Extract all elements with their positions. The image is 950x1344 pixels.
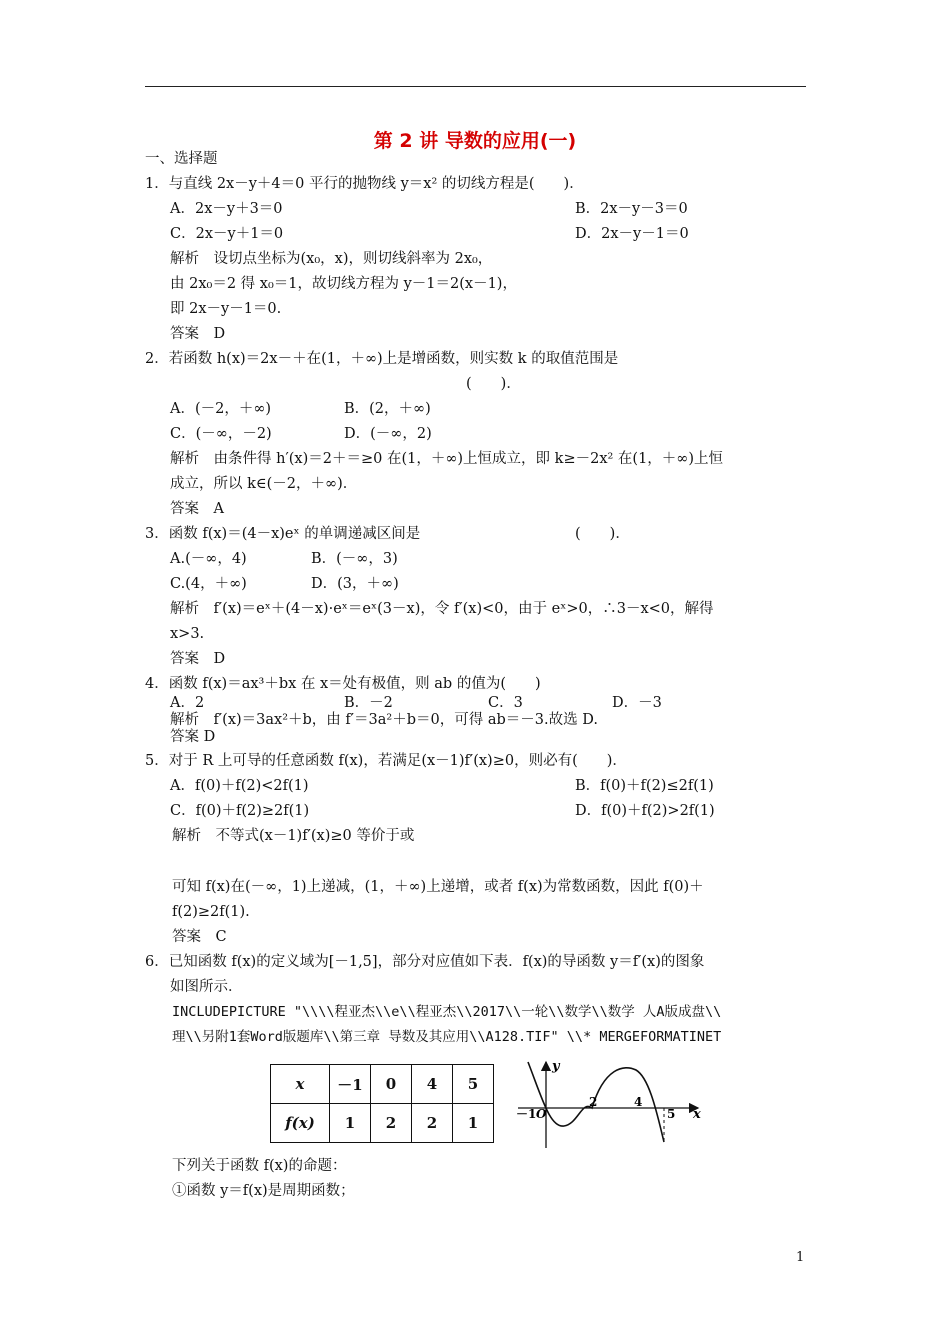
- table-cell: 1: [330, 1104, 371, 1143]
- q6-stem-2: 如图所示．: [170, 979, 243, 995]
- q1-option-c: C．2x－y＋1＝0: [170, 226, 284, 242]
- q3-stem: 3．函数 f(x)＝(4－x)eˣ 的单调递减区间是: [145, 526, 421, 542]
- q3-option-d: D．(3，＋∞): [311, 576, 399, 592]
- q4-option-d: D．－3: [612, 695, 662, 711]
- proposition-1: ①函数 y＝f(x)是周期函数；: [172, 1183, 355, 1199]
- q5-solution-1: 解析 不等式(x－1)f′(x)≥0 等价于或: [172, 828, 415, 844]
- tick-label: O: [536, 1107, 547, 1121]
- q3-bracket: ( )．: [575, 526, 630, 542]
- tick-label: －1: [516, 1107, 537, 1121]
- q1-solution-2: 由 2x₀＝2 得 x₀＝1，故切线方程为 y－1＝2(x－1)，: [170, 276, 517, 292]
- table-cell: －1: [330, 1065, 371, 1104]
- q4-stem: 4．函数 f(x)＝ax³＋bx 在 x＝处有极值，则 ab 的值为( ): [145, 676, 541, 692]
- q3-solution-2: x>3.: [170, 626, 205, 642]
- q3-solution-1: 解析 f′(x)＝eˣ＋(4－x)·eˣ＝eˣ(3－x)，令 f′(x)<0，由于 eˣ>0，∴3－x<0，解得: [170, 601, 714, 617]
- q5-solution-3: f(2)≥2f(1).: [172, 904, 250, 920]
- q3-answer: 答案 D: [170, 651, 226, 667]
- table-cell: 4: [412, 1065, 453, 1104]
- table-cell: 0: [371, 1065, 412, 1104]
- q5-option-d: D．f(0)＋f(2)>2f(1): [575, 803, 715, 819]
- value-table: [270, 1064, 494, 1143]
- q2-option-b: B．(2，＋∞): [344, 401, 431, 417]
- q5-stem: 5．对于 R 上可导的任意函数 f(x)，若满足(x－1)f′(x)≥0，则必有( )．: [145, 753, 627, 769]
- q5-solution-2: 可知 f(x)在(－∞，1)上递减，(1，＋∞)上递增，或者 f(x)为常数函数，因此 f(0)＋: [172, 879, 704, 895]
- q3-option-a: A.(－∞，4): [170, 551, 247, 567]
- q5-option-a: A．f(0)＋f(2)<2f(1): [170, 778, 309, 794]
- q2-solution-2: 成立，所以 k∈(－2，＋∞)．: [170, 476, 358, 492]
- header-rule: [145, 86, 806, 87]
- propositions-intro: 下列关于函数 f(x)的命题：: [172, 1158, 347, 1174]
- q1-solution-3: 即 2x－y－1＝0.: [170, 301, 282, 317]
- q2-option-d: D．(－∞，2): [344, 426, 432, 442]
- table-cell: 5: [453, 1065, 494, 1104]
- q2-option-a: A．(－2，＋∞): [170, 401, 272, 417]
- page-number: 1: [796, 1250, 805, 1265]
- tick-label: 5: [667, 1107, 676, 1121]
- q1-option-a: A．2x－y＋3＝0: [170, 201, 283, 217]
- tick-label: 2: [589, 1095, 598, 1109]
- q1-stem: 1．与直线 2x－y＋4＝0 平行的抛物线 y＝x² 的切线方程是( )．: [145, 176, 584, 192]
- q1-solution-1: 解析 设切点坐标为(x₀，x)，则切线斜率为 2x₀，: [170, 251, 493, 267]
- q5-option-c: C．f(0)＋f(2)≥2f(1): [170, 803, 310, 819]
- y-label: y: [552, 1059, 560, 1074]
- q6-stem-1: 6．已知函数 f(x)的定义域为[－1,5]，部分对应值如下表．f(x)的导函数 y＝f′(x)的图象: [145, 954, 705, 970]
- q3-option-c: C.(4，＋∞): [170, 576, 247, 592]
- table-cell: 2: [412, 1104, 453, 1143]
- table-cell: 1: [453, 1104, 494, 1143]
- table-row: [271, 1104, 494, 1143]
- page-title: 第 2 讲 导数的应用(一): [373, 130, 577, 152]
- q2-option-c: C．(－∞，－2): [170, 426, 272, 442]
- derivative-graph: [512, 1058, 712, 1150]
- field-code-line-2: 理\\另附1套Word版题库\\第三章 导数及其应用\\A128.TIF" \\* MERGEFORMATINET: [172, 1029, 722, 1045]
- section-heading: 一、选择题: [145, 151, 218, 167]
- q1-option-d: D．2x－y－1＝0: [575, 226, 689, 242]
- q3-option-b: B．(－∞，3): [311, 551, 398, 567]
- q2-stem: 2．若函数 h(x)＝2x－＋在(1，＋∞)上是增函数，则实数 k 的取值范围是: [145, 351, 619, 367]
- x-label: x: [693, 1107, 701, 1122]
- q5-answer: 答案 C: [172, 929, 227, 945]
- field-code-line-1: INCLUDEPICTURE "\\\\程亚杰\\e\\程亚杰\\2017\\一轮\\数学\\数学 人A版成盘\\: [172, 1004, 722, 1020]
- q2-solution-1: 解析 由条件得 h′(x)＝2＋＝≥0 在(1，＋∞)上恒成立，即 k≥－2x² 在(1，＋∞)上恒: [170, 451, 724, 467]
- q4-option-a: A．2: [170, 695, 205, 711]
- q4-option-c: C．3: [488, 695, 523, 711]
- q5-option-b: B．f(0)＋f(2)≤2f(1): [575, 778, 714, 794]
- q1-answer: 答案 D: [170, 326, 226, 342]
- table-cell: x: [271, 1065, 330, 1104]
- table-row: [271, 1065, 494, 1104]
- q4-solution: 解析 f′(x)＝3ax²＋b，由 f′＝3a²＋b＝0，可得 ab＝－3.故选 D.: [170, 712, 598, 728]
- table-cell: f(x): [271, 1104, 330, 1143]
- q4-answer: 答案 D: [170, 729, 216, 745]
- tick-label: 4: [634, 1095, 643, 1109]
- q2-answer: 答案 A: [170, 501, 224, 517]
- q2-bracket: ( )．: [466, 376, 521, 392]
- table-cell: 2: [371, 1104, 412, 1143]
- q4-option-b: B．－2: [344, 695, 393, 711]
- q1-option-b: B．2x－y－3＝0: [575, 201, 688, 217]
